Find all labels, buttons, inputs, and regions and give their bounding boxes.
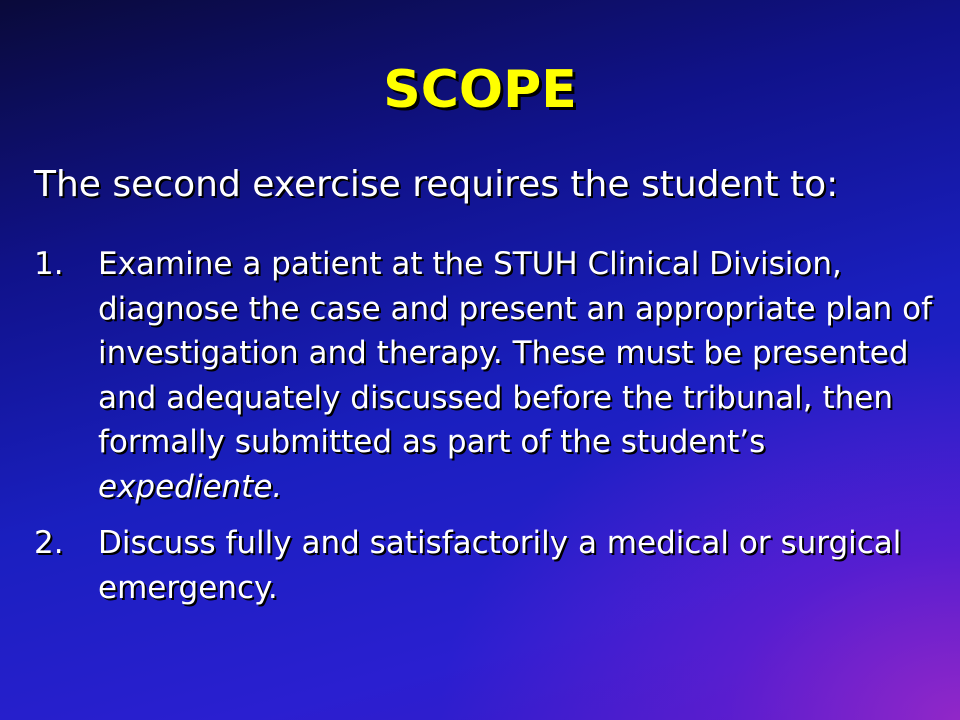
slide-title: SCOPE (383, 60, 577, 120)
list-item (34, 521, 934, 610)
list-item-number: 2. (34, 525, 64, 561)
list-item-body: Discuss fully and satisfactorily a medical or surgical emergency. (98, 525, 902, 606)
list-item-text (98, 521, 934, 610)
exercise-list (34, 242, 934, 622)
list-item-text (98, 242, 934, 509)
list-item-body: Examine a patient at the STUH Clinical Division, diagnose the case and present an appropriate plan of investigation and therapy. These must be presented and adequately discussed before the tribunal, then formally submitted as part of the student’s (98, 246, 933, 460)
list-item (34, 242, 934, 509)
intro-text: The second exercise requires the student to: (34, 164, 839, 205)
list-item-emphasis: expediente. (98, 468, 283, 505)
list-item-number: 1. (34, 246, 64, 282)
